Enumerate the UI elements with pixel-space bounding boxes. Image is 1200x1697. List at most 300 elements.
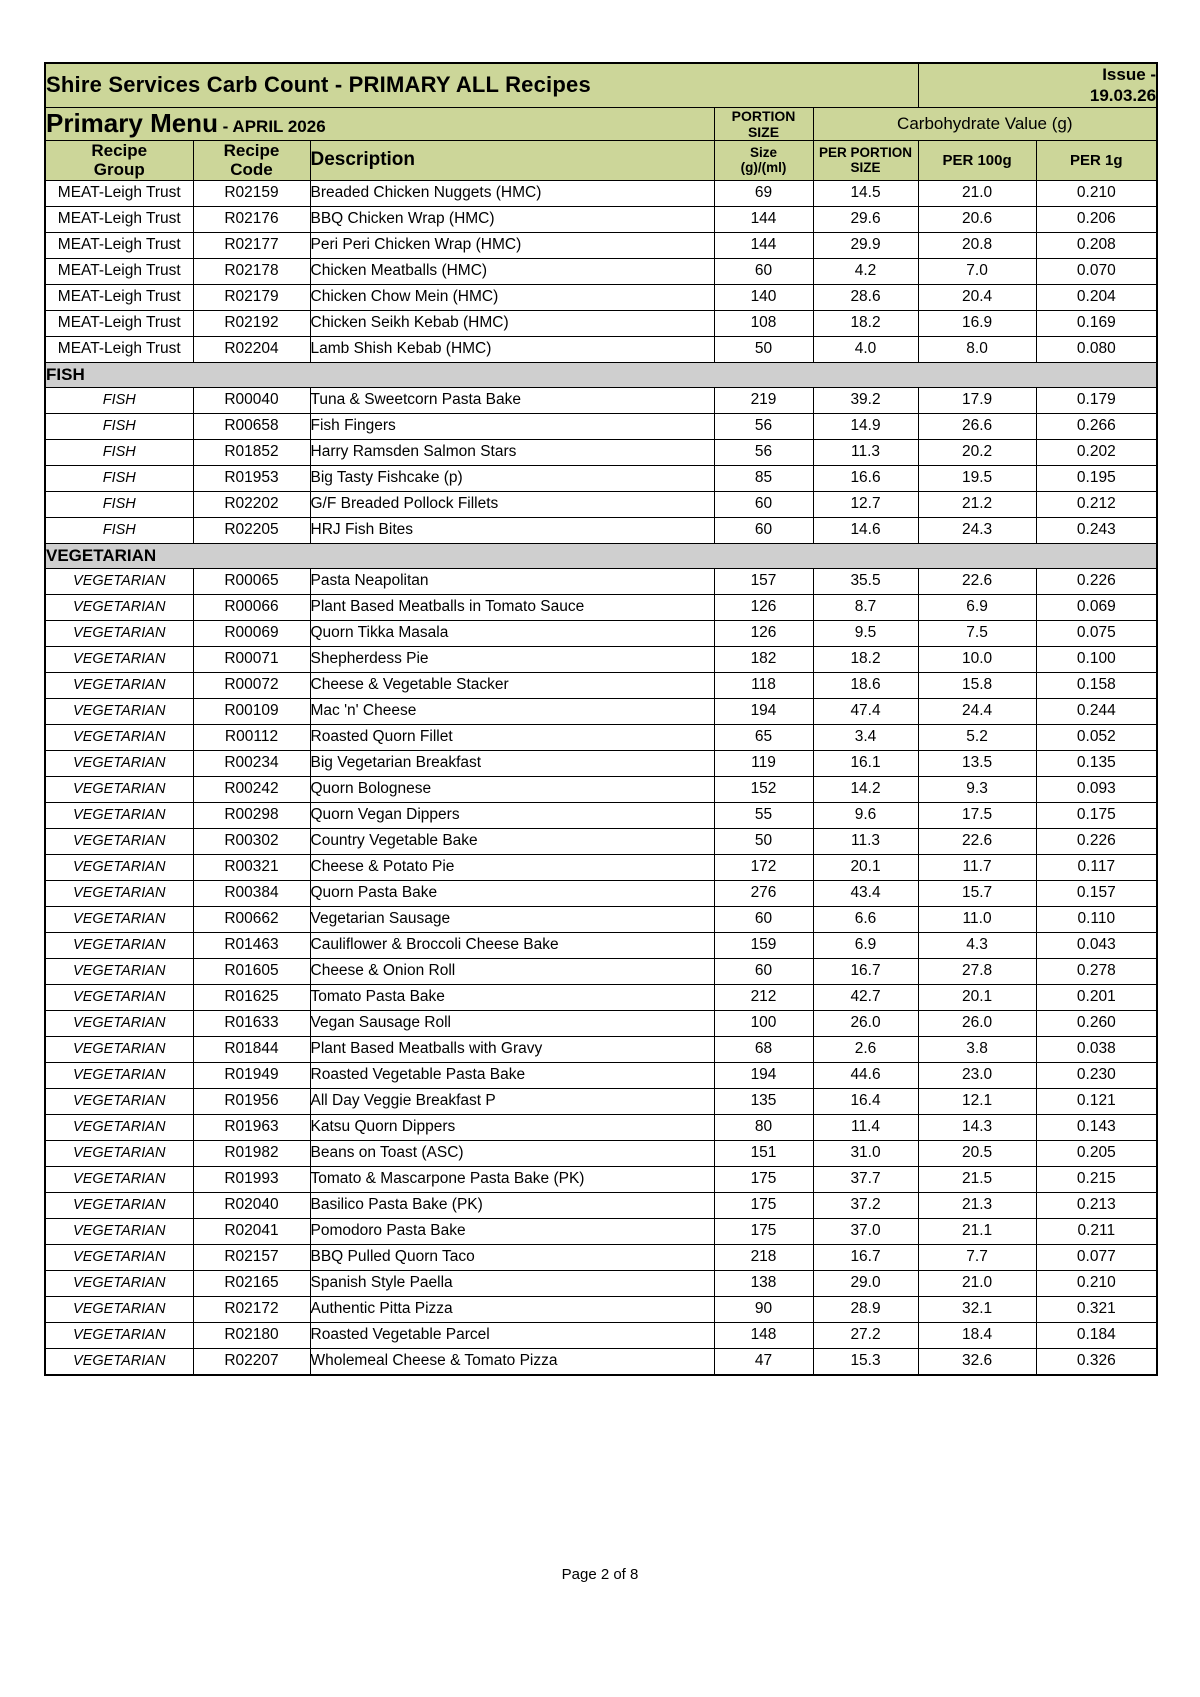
cell-recipe-group: MEAT-Leigh Trust	[45, 206, 193, 232]
cell-recipe-code: R02202	[193, 491, 310, 517]
issue-label: Issue -	[1102, 65, 1157, 84]
cell-size: 159	[714, 932, 813, 958]
cell-recipe-group: VEGETARIAN	[45, 698, 193, 724]
cell-recipe-group: VEGETARIAN	[45, 1088, 193, 1114]
cell-recipe-group: VEGETARIAN	[45, 932, 193, 958]
cell-recipe-code: R01625	[193, 984, 310, 1010]
cell-per-1g: 0.210	[1036, 1270, 1157, 1296]
cell-per-portion: 12.7	[813, 491, 918, 517]
cell-description: Authentic Pitta Pizza	[310, 1296, 714, 1322]
cell-per-1g: 0.215	[1036, 1166, 1157, 1192]
cell-recipe-group: VEGETARIAN	[45, 1140, 193, 1166]
cell-recipe-code: R00242	[193, 776, 310, 802]
cell-recipe-code: R01633	[193, 1010, 310, 1036]
cell-per-portion: 4.0	[813, 336, 918, 362]
cell-recipe-code: R01605	[193, 958, 310, 984]
cell-per-1g: 0.117	[1036, 854, 1157, 880]
cell-recipe-group: VEGETARIAN	[45, 1244, 193, 1270]
menu-title-main: Primary Menu	[46, 108, 218, 139]
cell-recipe-code: R02041	[193, 1218, 310, 1244]
cell-per-portion: 16.6	[813, 465, 918, 491]
cell-description: Plant Based Meatballs in Tomato Sauce	[310, 594, 714, 620]
cell-recipe-code: R01852	[193, 439, 310, 465]
cell-per-1g: 0.069	[1036, 594, 1157, 620]
col-size	[714, 140, 813, 180]
cell-description: Cheese & Potato Pie	[310, 854, 714, 880]
cell-recipe-code: R00069	[193, 620, 310, 646]
cell-recipe-group: MEAT-Leigh Trust	[45, 310, 193, 336]
cell-per-portion: 9.6	[813, 802, 918, 828]
cell-description: Katsu Quorn Dippers	[310, 1114, 714, 1140]
cell-description: Cheese & Vegetable Stacker	[310, 672, 714, 698]
section-label: FISH	[45, 362, 1157, 387]
cell-size: 175	[714, 1218, 813, 1244]
table-header	[45, 63, 1157, 180]
cell-per-100g: 24.3	[918, 517, 1036, 543]
cell-per-1g: 0.205	[1036, 1140, 1157, 1166]
table-row	[45, 1114, 1157, 1140]
cell-size: 140	[714, 284, 813, 310]
cell-size: 50	[714, 828, 813, 854]
cell-size: 60	[714, 906, 813, 932]
cell-per-portion: 43.4	[813, 880, 918, 906]
cell-per-portion: 31.0	[813, 1140, 918, 1166]
cell-per-portion: 14.9	[813, 413, 918, 439]
col-per-100g: PER 100g	[918, 140, 1036, 180]
cell-per-100g: 11.7	[918, 854, 1036, 880]
cell-recipe-code: R01844	[193, 1036, 310, 1062]
cell-per-portion: 16.1	[813, 750, 918, 776]
cell-size: 60	[714, 258, 813, 284]
col-size-line2: (g)/(ml)	[740, 160, 787, 176]
cell-description: BBQ Chicken Wrap (HMC)	[310, 206, 714, 232]
table-row	[45, 802, 1157, 828]
cell-size: 85	[714, 465, 813, 491]
cell-recipe-group: MEAT-Leigh Trust	[45, 336, 193, 362]
cell-description: Quorn Pasta Bake	[310, 880, 714, 906]
cell-per-100g: 17.5	[918, 802, 1036, 828]
cell-per-100g: 21.0	[918, 1270, 1036, 1296]
cell-description: Quorn Bolognese	[310, 776, 714, 802]
cell-recipe-group: VEGETARIAN	[45, 828, 193, 854]
cell-per-100g: 16.9	[918, 310, 1036, 336]
cell-description: Breaded Chicken Nuggets (HMC)	[310, 180, 714, 206]
table-row	[45, 180, 1157, 206]
cell-per-100g: 17.9	[918, 387, 1036, 413]
table-row	[45, 958, 1157, 984]
cell-per-100g: 24.4	[918, 698, 1036, 724]
section-row	[45, 543, 1157, 568]
cell-recipe-code: R02177	[193, 232, 310, 258]
cell-per-100g: 4.3	[918, 932, 1036, 958]
cell-per-portion: 16.7	[813, 958, 918, 984]
col-recipe-group	[45, 140, 193, 180]
table-row	[45, 1088, 1157, 1114]
table-row	[45, 1140, 1157, 1166]
cell-per-1g: 0.175	[1036, 802, 1157, 828]
cell-size: 126	[714, 594, 813, 620]
cell-per-1g: 0.266	[1036, 413, 1157, 439]
table-body	[45, 180, 1157, 1375]
cell-recipe-group: VEGETARIAN	[45, 1010, 193, 1036]
col-recipe-code-line1: Recipe	[223, 140, 280, 160]
cell-per-100g: 20.5	[918, 1140, 1036, 1166]
cell-per-100g: 13.5	[918, 750, 1036, 776]
table-row	[45, 620, 1157, 646]
cell-per-1g: 0.201	[1036, 984, 1157, 1010]
table-row	[45, 984, 1157, 1010]
cell-per-1g: 0.244	[1036, 698, 1157, 724]
cell-per-1g: 0.226	[1036, 568, 1157, 594]
cell-recipe-code: R01963	[193, 1114, 310, 1140]
column-header-row	[45, 140, 1157, 180]
cell-per-1g: 0.121	[1036, 1088, 1157, 1114]
menu-title	[45, 107, 714, 140]
cell-recipe-group: VEGETARIAN	[45, 802, 193, 828]
cell-per-portion: 8.7	[813, 594, 918, 620]
cell-size: 56	[714, 413, 813, 439]
cell-per-portion: 42.7	[813, 984, 918, 1010]
cell-per-100g: 7.7	[918, 1244, 1036, 1270]
cell-per-portion: 29.0	[813, 1270, 918, 1296]
cell-description: Chicken Seikh Kebab (HMC)	[310, 310, 714, 336]
portion-size-header: PORTION SIZE	[714, 107, 813, 140]
cell-size: 90	[714, 1296, 813, 1322]
cell-per-100g: 20.4	[918, 284, 1036, 310]
cell-per-100g: 32.1	[918, 1296, 1036, 1322]
table-row	[45, 1036, 1157, 1062]
cell-recipe-group: VEGETARIAN	[45, 620, 193, 646]
menu-title-sub: - APRIL 2026	[217, 117, 326, 137]
cell-description: Basilico Pasta Bake (PK)	[310, 1192, 714, 1218]
cell-per-portion: 20.1	[813, 854, 918, 880]
cell-recipe-group: VEGETARIAN	[45, 854, 193, 880]
table-row	[45, 413, 1157, 439]
cell-size: 144	[714, 206, 813, 232]
cell-recipe-code: R02179	[193, 284, 310, 310]
cell-recipe-group: VEGETARIAN	[45, 1036, 193, 1062]
cell-per-100g: 20.8	[918, 232, 1036, 258]
issue-block	[918, 63, 1157, 107]
document-title: Shire Services Carb Count - PRIMARY ALL Recipes	[45, 63, 918, 107]
cell-per-portion: 15.3	[813, 1348, 918, 1375]
table-row	[45, 206, 1157, 232]
table-row	[45, 854, 1157, 880]
page-footer: Page 2 of 8	[561, 1566, 639, 1583]
cell-per-100g: 20.2	[918, 439, 1036, 465]
cell-per-100g: 8.0	[918, 336, 1036, 362]
cell-per-100g: 21.0	[918, 180, 1036, 206]
col-per-portion: PER PORTION SIZE	[813, 140, 918, 180]
cell-recipe-group: VEGETARIAN	[45, 594, 193, 620]
cell-recipe-code: R00066	[193, 594, 310, 620]
cell-recipe-code: R02205	[193, 517, 310, 543]
cell-size: 108	[714, 310, 813, 336]
cell-per-1g: 0.080	[1036, 336, 1157, 362]
cell-description: Big Tasty Fishcake (p)	[310, 465, 714, 491]
cell-recipe-code: R00298	[193, 802, 310, 828]
cell-size: 55	[714, 802, 813, 828]
cell-recipe-group: FISH	[45, 465, 193, 491]
table-row	[45, 698, 1157, 724]
cell-per-1g: 0.093	[1036, 776, 1157, 802]
table-row	[45, 880, 1157, 906]
cell-size: 60	[714, 491, 813, 517]
cell-recipe-group: VEGETARIAN	[45, 880, 193, 906]
table-row	[45, 310, 1157, 336]
cell-per-100g: 21.5	[918, 1166, 1036, 1192]
cell-size: 60	[714, 517, 813, 543]
cell-recipe-code: R02178	[193, 258, 310, 284]
table-row	[45, 646, 1157, 672]
cell-per-1g: 0.208	[1036, 232, 1157, 258]
cell-recipe-group: FISH	[45, 387, 193, 413]
cell-size: 182	[714, 646, 813, 672]
cell-per-portion: 11.3	[813, 439, 918, 465]
cell-per-portion: 39.2	[813, 387, 918, 413]
cell-per-100g: 27.8	[918, 958, 1036, 984]
cell-size: 212	[714, 984, 813, 1010]
cell-size: 80	[714, 1114, 813, 1140]
cell-per-1g: 0.184	[1036, 1322, 1157, 1348]
cell-per-portion: 11.3	[813, 828, 918, 854]
cell-per-100g: 7.0	[918, 258, 1036, 284]
cell-description: Spanish Style Paella	[310, 1270, 714, 1296]
cell-per-100g: 5.2	[918, 724, 1036, 750]
cell-description: Pasta Neapolitan	[310, 568, 714, 594]
cell-per-1g: 0.212	[1036, 491, 1157, 517]
carb-count-table	[44, 62, 1158, 1376]
table-row	[45, 672, 1157, 698]
cell-per-100g: 20.6	[918, 206, 1036, 232]
cell-recipe-code: R02204	[193, 336, 310, 362]
cell-per-100g: 11.0	[918, 906, 1036, 932]
cell-per-100g: 32.6	[918, 1348, 1036, 1375]
cell-per-100g: 23.0	[918, 1062, 1036, 1088]
cell-description: BBQ Pulled Quorn Taco	[310, 1244, 714, 1270]
cell-per-portion: 16.4	[813, 1088, 918, 1114]
cell-size: 219	[714, 387, 813, 413]
cell-description: Quorn Tikka Masala	[310, 620, 714, 646]
cell-per-1g: 0.210	[1036, 180, 1157, 206]
col-recipe-code-line2: Code	[230, 160, 273, 180]
cell-description: Country Vegetable Bake	[310, 828, 714, 854]
cell-size: 144	[714, 232, 813, 258]
cell-recipe-group: VEGETARIAN	[45, 568, 193, 594]
cell-per-1g: 0.157	[1036, 880, 1157, 906]
cell-recipe-group: VEGETARIAN	[45, 750, 193, 776]
cell-recipe-group: MEAT-Leigh Trust	[45, 284, 193, 310]
cell-per-portion: 14.5	[813, 180, 918, 206]
cell-size: 157	[714, 568, 813, 594]
cell-recipe-group: VEGETARIAN	[45, 672, 193, 698]
cell-size: 118	[714, 672, 813, 698]
cell-per-1g: 0.135	[1036, 750, 1157, 776]
cell-per-100g: 10.0	[918, 646, 1036, 672]
cell-recipe-code: R00109	[193, 698, 310, 724]
table-row	[45, 932, 1157, 958]
table-row	[45, 491, 1157, 517]
cell-per-100g: 6.9	[918, 594, 1036, 620]
cell-per-portion: 28.6	[813, 284, 918, 310]
cell-description: Quorn Vegan Dippers	[310, 802, 714, 828]
cell-per-1g: 0.077	[1036, 1244, 1157, 1270]
cell-per-portion: 35.5	[813, 568, 918, 594]
cell-per-portion: 18.6	[813, 672, 918, 698]
cell-per-portion: 6.6	[813, 906, 918, 932]
cell-size: 276	[714, 880, 813, 906]
cell-per-100g: 18.4	[918, 1322, 1036, 1348]
cell-recipe-group: VEGETARIAN	[45, 1166, 193, 1192]
table-row	[45, 284, 1157, 310]
cell-recipe-code: R00658	[193, 413, 310, 439]
cell-per-1g: 0.260	[1036, 1010, 1157, 1036]
cell-description: Tuna & Sweetcorn Pasta Bake	[310, 387, 714, 413]
cell-recipe-code: R01949	[193, 1062, 310, 1088]
cell-size: 126	[714, 620, 813, 646]
cell-size: 175	[714, 1166, 813, 1192]
cell-recipe-group: VEGETARIAN	[45, 1218, 193, 1244]
cell-recipe-group: VEGETARIAN	[45, 724, 193, 750]
cell-recipe-group: VEGETARIAN	[45, 984, 193, 1010]
cell-per-1g: 0.179	[1036, 387, 1157, 413]
cell-size: 47	[714, 1348, 813, 1375]
table-row	[45, 1322, 1157, 1348]
cell-description: Pomodoro Pasta Bake	[310, 1218, 714, 1244]
cell-recipe-code: R00662	[193, 906, 310, 932]
cell-per-1g: 0.043	[1036, 932, 1157, 958]
cell-recipe-code: R00065	[193, 568, 310, 594]
cell-recipe-group: VEGETARIAN	[45, 958, 193, 984]
cell-per-1g: 0.038	[1036, 1036, 1157, 1062]
cell-per-portion: 9.5	[813, 620, 918, 646]
cell-recipe-code: R02159	[193, 180, 310, 206]
table-row	[45, 1062, 1157, 1088]
cell-description: Tomato & Mascarpone Pasta Bake (PK)	[310, 1166, 714, 1192]
cell-size: 68	[714, 1036, 813, 1062]
cell-recipe-group: FISH	[45, 491, 193, 517]
table-row	[45, 1244, 1157, 1270]
cell-recipe-group: MEAT-Leigh Trust	[45, 180, 193, 206]
cell-recipe-group: MEAT-Leigh Trust	[45, 232, 193, 258]
cell-per-1g: 0.110	[1036, 906, 1157, 932]
table-row	[45, 517, 1157, 543]
cell-per-portion: 2.6	[813, 1036, 918, 1062]
cell-per-1g: 0.278	[1036, 958, 1157, 984]
cell-recipe-group: VEGETARIAN	[45, 1062, 193, 1088]
cell-recipe-code: R02040	[193, 1192, 310, 1218]
cell-per-100g: 7.5	[918, 620, 1036, 646]
cell-per-100g: 21.1	[918, 1218, 1036, 1244]
cell-per-1g: 0.075	[1036, 620, 1157, 646]
cell-per-portion: 18.2	[813, 310, 918, 336]
cell-description: Harry Ramsden Salmon Stars	[310, 439, 714, 465]
cell-per-100g: 22.6	[918, 828, 1036, 854]
cell-per-1g: 0.321	[1036, 1296, 1157, 1322]
cell-size: 218	[714, 1244, 813, 1270]
col-description: Description	[310, 140, 714, 180]
cell-recipe-group: VEGETARIAN	[45, 1322, 193, 1348]
cell-description: Mac 'n' Cheese	[310, 698, 714, 724]
cell-description: Cauliflower & Broccoli Cheese Bake	[310, 932, 714, 958]
cell-per-portion: 14.2	[813, 776, 918, 802]
col-recipe-code	[193, 140, 310, 180]
cell-recipe-code: R00072	[193, 672, 310, 698]
cell-description: Shepherdess Pie	[310, 646, 714, 672]
cell-per-1g: 0.213	[1036, 1192, 1157, 1218]
table-row	[45, 1296, 1157, 1322]
cell-per-1g: 0.070	[1036, 258, 1157, 284]
cell-per-portion: 3.4	[813, 724, 918, 750]
cell-per-1g: 0.195	[1036, 465, 1157, 491]
cell-recipe-group: MEAT-Leigh Trust	[45, 258, 193, 284]
table-row	[45, 568, 1157, 594]
cell-recipe-code: R00112	[193, 724, 310, 750]
cell-description: G/F Breaded Pollock Fillets	[310, 491, 714, 517]
table-row	[45, 465, 1157, 491]
cell-recipe-group: VEGETARIAN	[45, 646, 193, 672]
cell-recipe-group: VEGETARIAN	[45, 1192, 193, 1218]
cell-recipe-code: R00040	[193, 387, 310, 413]
cell-recipe-group: VEGETARIAN	[45, 1270, 193, 1296]
cell-per-portion: 16.7	[813, 1244, 918, 1270]
cell-description: Chicken Chow Mein (HMC)	[310, 284, 714, 310]
cell-size: 151	[714, 1140, 813, 1166]
cell-size: 69	[714, 180, 813, 206]
cell-per-portion: 26.0	[813, 1010, 918, 1036]
cell-recipe-group: VEGETARIAN	[45, 776, 193, 802]
cell-per-100g: 21.2	[918, 491, 1036, 517]
cell-per-1g: 0.226	[1036, 828, 1157, 854]
cell-per-portion: 11.4	[813, 1114, 918, 1140]
cell-size: 138	[714, 1270, 813, 1296]
cell-per-1g: 0.052	[1036, 724, 1157, 750]
cell-description: Wholemeal Cheese & Tomato Pizza	[310, 1348, 714, 1375]
cell-size: 100	[714, 1010, 813, 1036]
cell-per-100g: 22.6	[918, 568, 1036, 594]
cell-description: Vegetarian Sausage	[310, 906, 714, 932]
table-row	[45, 232, 1157, 258]
cell-description: Plant Based Meatballs with Gravy	[310, 1036, 714, 1062]
cell-per-1g: 0.206	[1036, 206, 1157, 232]
cell-per-portion: 6.9	[813, 932, 918, 958]
cell-per-portion: 37.7	[813, 1166, 918, 1192]
cell-size: 60	[714, 958, 813, 984]
cell-per-portion: 29.9	[813, 232, 918, 258]
cell-recipe-group: VEGETARIAN	[45, 906, 193, 932]
cell-per-1g: 0.202	[1036, 439, 1157, 465]
cell-size: 119	[714, 750, 813, 776]
cell-per-1g: 0.158	[1036, 672, 1157, 698]
cell-per-portion: 29.6	[813, 206, 918, 232]
table-row	[45, 1348, 1157, 1375]
cell-per-100g: 15.7	[918, 880, 1036, 906]
table-row	[45, 1270, 1157, 1296]
cell-size: 148	[714, 1322, 813, 1348]
table-row	[45, 594, 1157, 620]
cell-recipe-group: VEGETARIAN	[45, 1296, 193, 1322]
section-row	[45, 362, 1157, 387]
cell-per-1g: 0.230	[1036, 1062, 1157, 1088]
cell-size: 175	[714, 1192, 813, 1218]
cell-recipe-code: R02176	[193, 206, 310, 232]
table-row	[45, 387, 1157, 413]
cell-per-portion: 37.2	[813, 1192, 918, 1218]
cell-description: Beans on Toast (ASC)	[310, 1140, 714, 1166]
cell-recipe-code: R00071	[193, 646, 310, 672]
cell-per-100g: 19.5	[918, 465, 1036, 491]
cell-description: Big Vegetarian Breakfast	[310, 750, 714, 776]
